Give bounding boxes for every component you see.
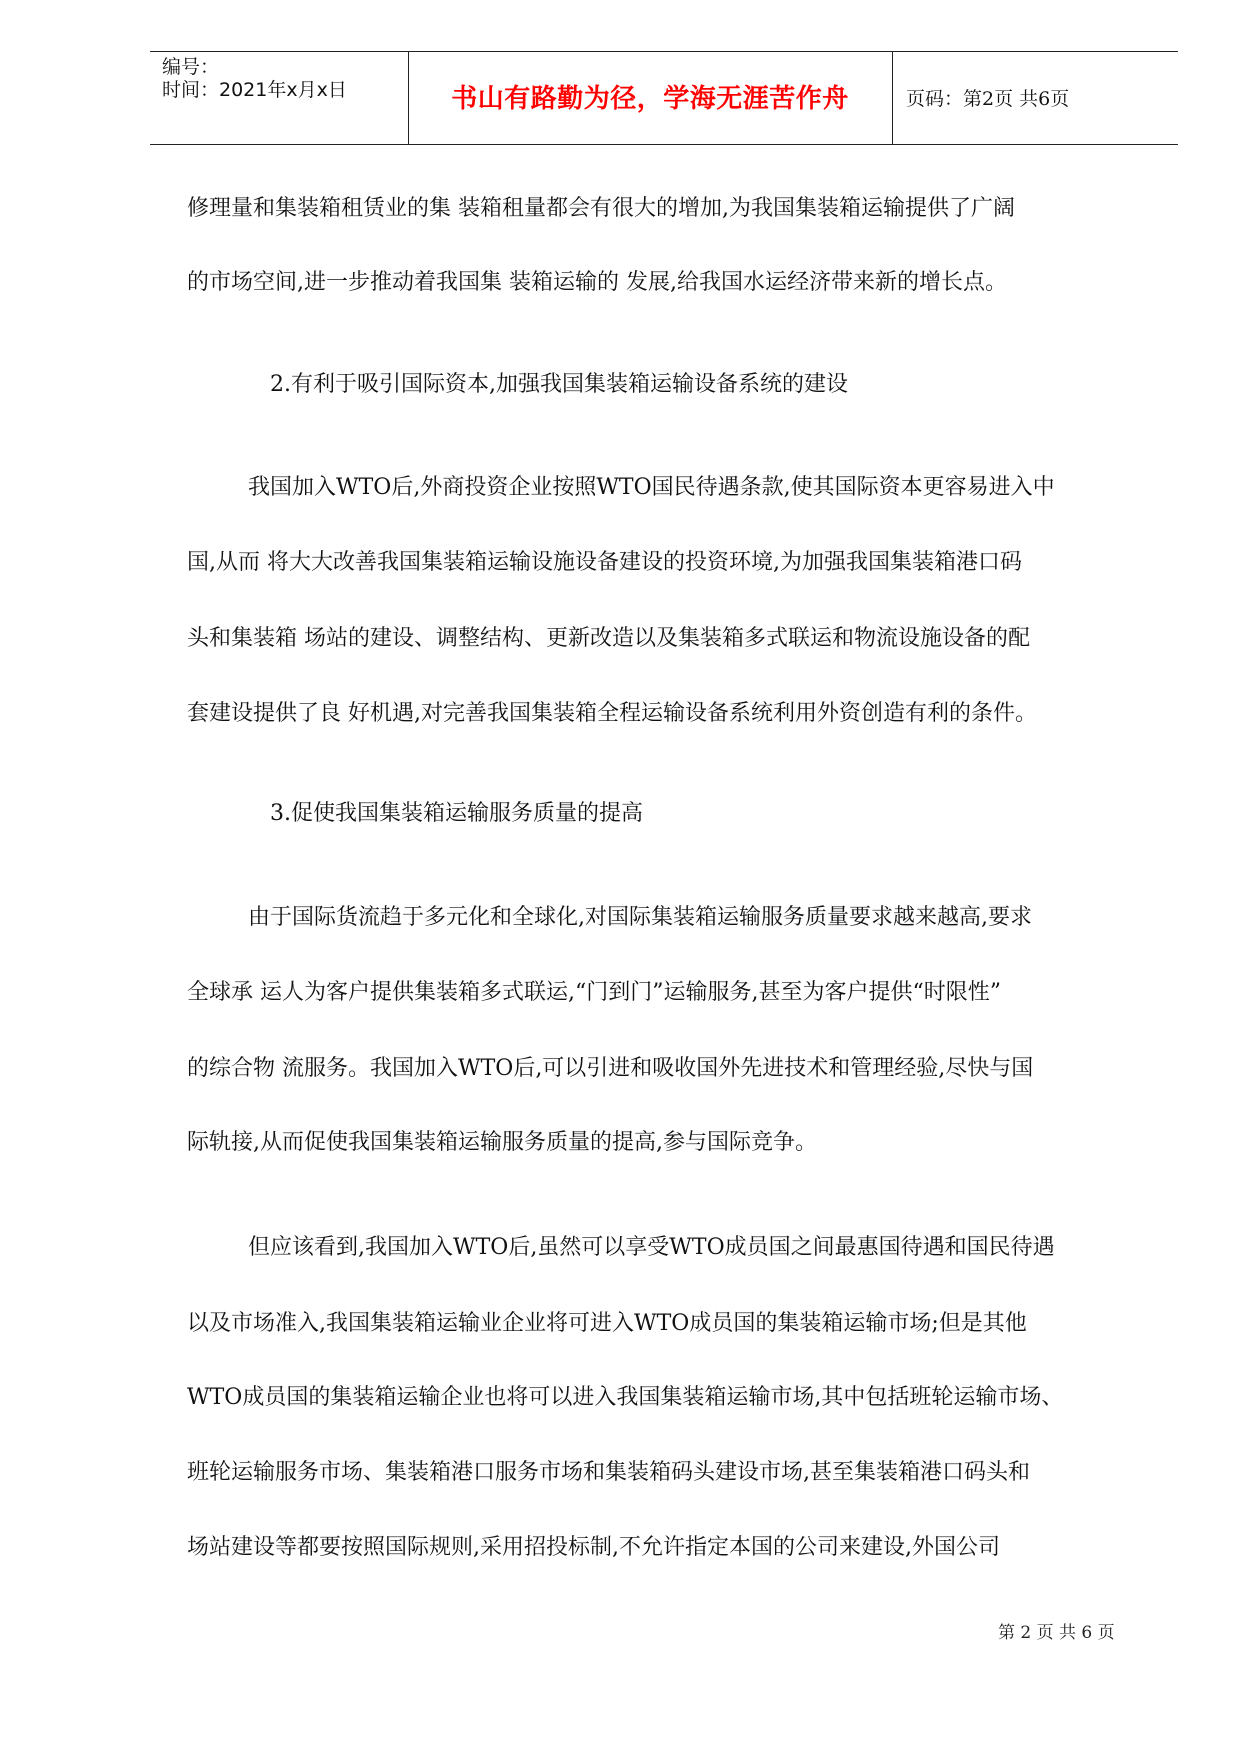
body-line: 的综合物 流服务。我国加入WTO后,可以引进和吸收国外先进技术和管理经验,尽快与国 [187,1056,1034,1081]
body-line: 全球承 运人为客户提供集装箱多式联运,“门到门”运输服务,甚至为客户提供“时限性” [187,980,1001,1005]
header-page-info: 页码：第2页 共6页 [906,88,1070,110]
body-line: 场站建设等都要按照国际规则,采用招投标制,不允许指定本国的公司来建设,外国公司 [187,1535,1000,1560]
document-time-label: 时间：2021年x月x日 [162,79,347,101]
body-line: 我国加入WTO后,外商投资企业按照WTO国民待遇条款,使其国际资本更容易进入中 [248,475,1055,500]
body-line: 班轮运输服务市场、集装箱港口服务市场和集装箱码头建设市场,甚至集装箱港口码头和 [187,1460,1030,1485]
document-code-label: 编号： [162,56,220,78]
body-line: 际轨接,从而促使我国集装箱运输服务质量的提高,参与国际竞争。 [187,1130,817,1155]
section-heading: 3.促使我国集装箱运输服务质量的提高 [270,801,643,826]
body-line: 套建设提供了良 好机遇,对完善我国集装箱全程运输设备系统利用外资创造有利的条件。 [187,701,1037,726]
body-line: 国,从而 将大大改善我国集装箱运输设施设备建设的投资环境,为加强我国集装箱港口码 [187,550,1022,575]
body-line: WTO成员国的集装箱运输企业也将可以进入我国集装箱运输市场,其中包括班轮运输市场、 [187,1385,1064,1410]
body-line: 的市场空间,进一步推动着我国集 装箱运输的 发展,给我国水运经济带来新的增长点。 [187,270,1007,295]
body-line: 头和集装箱 场站的建设、调整结构、更新改造以及集装箱多式联运和物流设施设备的配 [187,626,1030,651]
body-line: 由于国际货流趋于多元化和全球化,对国际集装箱运输服务质量要求越来越高,要求 [248,905,1032,930]
body-line: 修理量和集装箱租赁业的集 装箱租量都会有很大的增加,为我国集装箱运输提供了广阔 [187,196,1015,221]
page-footer: 第 2 页 共 6 页 [998,1623,1115,1643]
section-heading: 2.有利于吸引国际资本,加强我国集装箱运输设备系统的建设 [270,372,848,397]
header-motto: 书山有路勤为径，学海无涯苦作舟 [451,84,849,114]
document-header [150,51,1178,145]
body-line: 以及市场准入,我国集装箱运输业企业将可进入WTO成员国的集装箱运输市场;但是其他 [187,1311,1027,1336]
header-meta [162,56,347,102]
header-divider [892,52,893,144]
body-line: 但应该看到,我国加入WTO后,虽然可以享受WTO成员国之间最惠国待遇和国民待遇 [248,1235,1055,1260]
